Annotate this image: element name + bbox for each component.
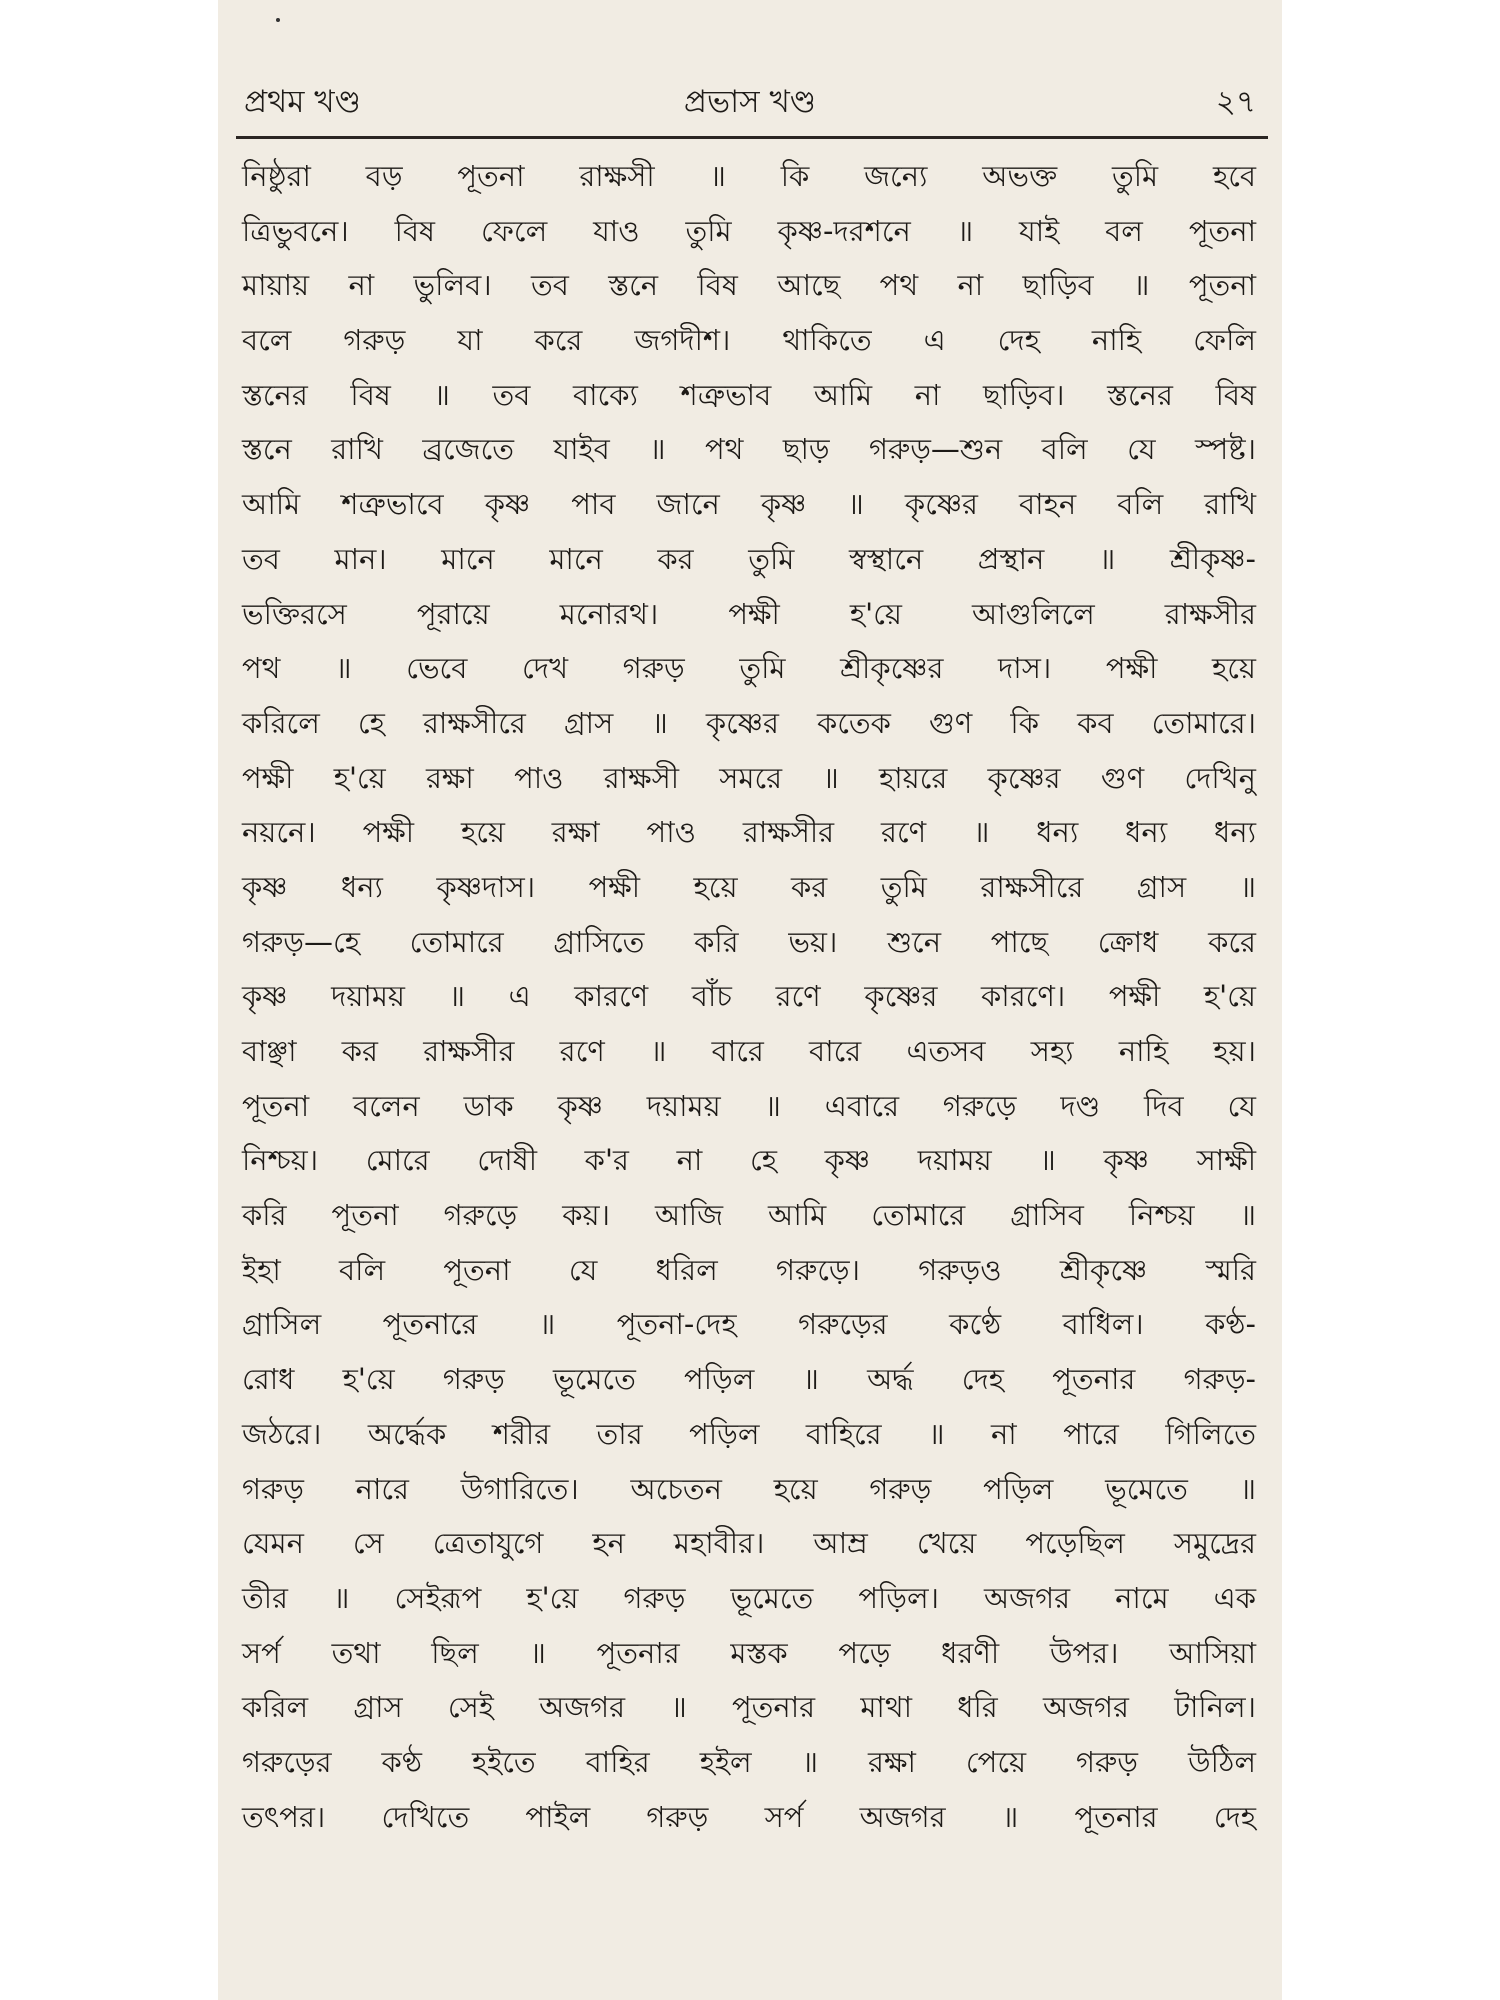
text-line: কৃষ্ণ দয়াময় ॥ এ কারণে বাঁচ রণে কৃষ্ণের কারণে। পক্ষী হ'য়ে: [242, 979, 1256, 1014]
text-line: স্তনে রাখি ব্রজেতে যাইব ॥ পথ ছাড় গরুড়—শুন বলি যে স্পষ্ট।: [242, 432, 1256, 467]
text-line: পক্ষী হ'য়ে রক্ষা পাও রাক্ষসী সমরে ॥ হায়রে কৃষ্ণের গুণ দেখিনু: [242, 760, 1256, 795]
text-line: রোধ হ'য়ে গরুড় ভূমেতে পড়িল ॥ অর্দ্ধ দেহ পূতনার গরুড়-: [242, 1362, 1256, 1397]
text-line: গরুড়—হে তোমারে গ্রাসিতে করি ভয়। শুনে পাছে ক্রোধ করে: [242, 924, 1256, 959]
header-chapter-title: প্রভাস খণ্ড: [683, 84, 817, 120]
text-line: ভক্তিরসে পূরায়ে মনোরথ। পক্ষী হ'য়ে আগুলিলে রাক্ষসীর: [242, 596, 1256, 631]
text-line: নয়নে। পক্ষী হয়ে রক্ষা পাও রাক্ষসীর রণে ॥ ধন্য ধন্য ধন্য: [242, 815, 1256, 850]
text-line: গরুড়ের কণ্ঠ হইতে বাহির হইল ॥ রক্ষা পেয়ে গরুড় উঠিল: [242, 1744, 1256, 1779]
text-line: স্তনের বিষ ॥ তব বাক্যে শত্রুভাব আমি না ছাড়িব। স্তনের বিষ: [242, 377, 1256, 412]
text-line: পূতনা বলেন ডাক কৃষ্ণ দয়াময় ॥ এবারে গরুড়ে দণ্ড দিব যে: [242, 1088, 1256, 1123]
text-line: করিল গ্রাস সেই অজগর ॥ পূতনার মাথা ধরি অজগর টানিল।: [242, 1690, 1256, 1725]
text-line: ইহা বলি পূতনা যে ধরিল গরুড়ে। গরুড়ও শ্রীকৃষ্ণে স্মরি: [242, 1252, 1256, 1287]
text-line: কৃষ্ণ ধন্য কৃষ্ণদাস। পক্ষী হয়ে কর তুমি রাক্ষসীরে গ্রাস ॥: [242, 869, 1256, 904]
text-line: করি পূতনা গরুড়ে কয়। আজি আমি তোমারে গ্রাসিব নিশ্চয় ॥: [242, 1198, 1256, 1233]
text-line: তব মান। মানে মানে কর তুমি স্বস্থানে প্রস্থান ॥ শ্রীকৃষ্ণ-: [242, 541, 1256, 576]
text-line: পথ ॥ ভেবে দেখ গরুড় তুমি শ্রীকৃষ্ণের দাস। পক্ষী হয়ে: [242, 651, 1256, 686]
text-line: মায়ায় না ভুলিব। তব স্তনে বিষ আছে পথ না ছাড়িব ॥ পূতনা: [242, 268, 1256, 303]
text-line: যেমন সে ত্রেতাযুগে হন মহাবীর। আম্র খেয়ে পড়েছিল সমুদ্রের: [242, 1526, 1256, 1561]
running-header: [232, 64, 1268, 124]
header-section-name: প্রথম খণ্ড: [244, 84, 361, 120]
page-number: ২৭: [1215, 84, 1256, 120]
verse-text: [232, 149, 1268, 1844]
header-rule: [236, 136, 1268, 139]
text-line: করিলে হে রাক্ষসীরে গ্রাস ॥ কৃষ্ণের কতেক গুণ কি কব তোমারে।: [242, 705, 1256, 740]
text-line: বলে গরুড় যা করে জগদীশ। থাকিতে এ দেহ নাহি ফেলি: [242, 323, 1256, 358]
text-line: তৎপর। দেখিতে পাইল গরুড় সর্প অজগর ॥ পূতনার দেহ: [242, 1799, 1256, 1834]
book-page: [218, 0, 1282, 2000]
text-line: সর্প তথা ছিল ॥ পূতনার মস্তক পড়ে ধরণী উপর। আসিয়া: [242, 1635, 1256, 1670]
text-line: গরুড় নারে উগারিতে। অচেতন হয়ে গরুড় পড়িল ভূমেতে ॥: [242, 1471, 1256, 1506]
ink-speck: [276, 18, 280, 22]
text-line: আমি শত্রুভাবে কৃষ্ণ পাব জানে কৃষ্ণ ॥ কৃষ্ণের বাহন বলি রাখি: [242, 487, 1256, 522]
text-line: ত্রিভুবনে। বিষ ফেলে যাও তুমি কৃষ্ণ-দরশনে ॥ যাই বল পূতনা: [242, 213, 1256, 248]
text-line: নিষ্ঠুরা বড় পূতনা রাক্ষসী ॥ কি জন্যে অভক্ত তুমি হবে: [242, 159, 1256, 193]
text-line: গ্রাসিল পূতনারে ॥ পূতনা-দেহ গরুড়ের কণ্ঠে বাধিল। কণ্ঠ-: [242, 1307, 1256, 1342]
text-line: বাঞ্ছা কর রাক্ষসীর রণে ॥ বারে বারে এতসব সহ্য নাহি হয়।: [242, 1034, 1256, 1068]
text-line: তীর ॥ সেইরূপ হ'য়ে গরুড় ভূমেতে পড়িল। অজগর নামে এক: [242, 1580, 1256, 1615]
text-line: জঠরে। অর্দ্ধেক শরীর তার পড়িল বাহিরে ॥ না পারে গিলিতে: [242, 1416, 1256, 1451]
text-line: নিশ্চয়। মোরে দোষী ক'র না হে কৃষ্ণ দয়াময় ॥ কৃষ্ণ সাক্ষী: [242, 1143, 1256, 1178]
